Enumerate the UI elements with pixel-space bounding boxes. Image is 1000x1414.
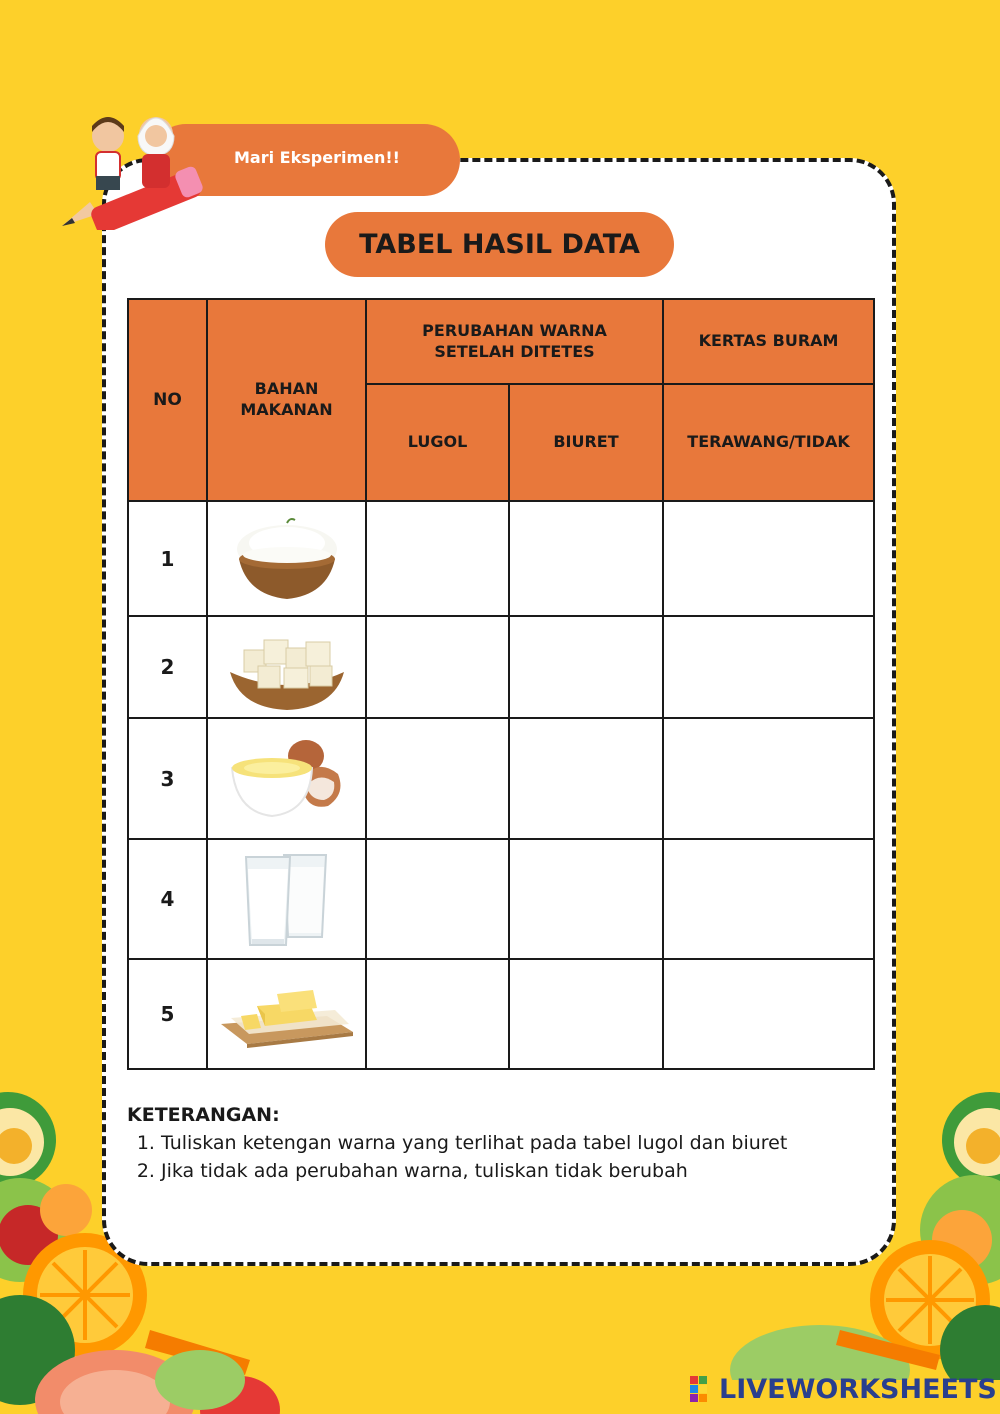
lugol-cell[interactable] [366, 501, 509, 616]
row-number: 4 [128, 839, 207, 959]
butter-board-icon [217, 974, 357, 1054]
list-item: 2. Jika tidak ada perubahan warna, tuliskan tidak berubah [161, 1158, 827, 1186]
liveworksheets-logo-icon [690, 1376, 716, 1404]
notes-heading: KETERANGAN: [127, 1104, 280, 1126]
food-cell [207, 616, 366, 718]
header-tag-label: Mari Eksperimen!! [234, 148, 400, 167]
header-biuret: BIURET [509, 384, 663, 501]
row-number: 5 [128, 959, 207, 1069]
terawang-cell[interactable] [663, 959, 874, 1069]
terawang-cell[interactable] [663, 839, 874, 959]
tofu-bowl-icon [222, 622, 352, 712]
header-lugol: LUGOL [366, 384, 509, 501]
milk-glasses-icon [232, 849, 342, 949]
egg-white-icon [222, 734, 352, 824]
header-no: NO [128, 299, 207, 501]
table-row [128, 839, 874, 959]
lugol-cell[interactable] [366, 616, 509, 718]
list-item: 1. Tuliskan ketengan warna yang terlihat pada tabel lugol dan biuret [161, 1130, 827, 1158]
header-perubahan-warna: PERUBAHAN WARNA SETELAH DITETES [366, 299, 663, 384]
kids-on-pencil-illustration [60, 106, 220, 230]
watermark-text: LIVEWORKSHEETS [719, 1374, 997, 1405]
header-bahan-makanan: BAHAN MAKANAN [207, 299, 366, 501]
lugol-cell[interactable] [366, 718, 509, 839]
biuret-cell[interactable] [509, 718, 663, 839]
biuret-cell[interactable] [509, 839, 663, 959]
liveworksheets-watermark [690, 1374, 997, 1405]
table-row [128, 959, 874, 1069]
food-cell [207, 501, 366, 616]
rice-bowl-icon [227, 513, 347, 605]
food-cell [207, 718, 366, 839]
header-kertas-buram: KERTAS BURAM [663, 299, 874, 384]
terawang-cell[interactable] [663, 501, 874, 616]
page-title: TABEL HASIL DATA [325, 212, 674, 277]
row-number: 3 [128, 718, 207, 839]
terawang-cell[interactable] [663, 718, 874, 839]
table-row [128, 718, 874, 839]
notes-section [127, 1104, 827, 1185]
header-terawang: TERAWANG/TIDAK [663, 384, 874, 501]
row-number: 1 [128, 501, 207, 616]
result-table [127, 298, 875, 1070]
table-row [128, 501, 874, 616]
row-number: 2 [128, 616, 207, 718]
lugol-cell[interactable] [366, 959, 509, 1069]
table-row [128, 616, 874, 718]
biuret-cell[interactable] [509, 959, 663, 1069]
terawang-cell[interactable] [663, 616, 874, 718]
biuret-cell[interactable] [509, 616, 663, 718]
biuret-cell[interactable] [509, 501, 663, 616]
notes-list [127, 1130, 827, 1185]
food-cell [207, 839, 366, 959]
food-cell [207, 959, 366, 1069]
lugol-cell[interactable] [366, 839, 509, 959]
